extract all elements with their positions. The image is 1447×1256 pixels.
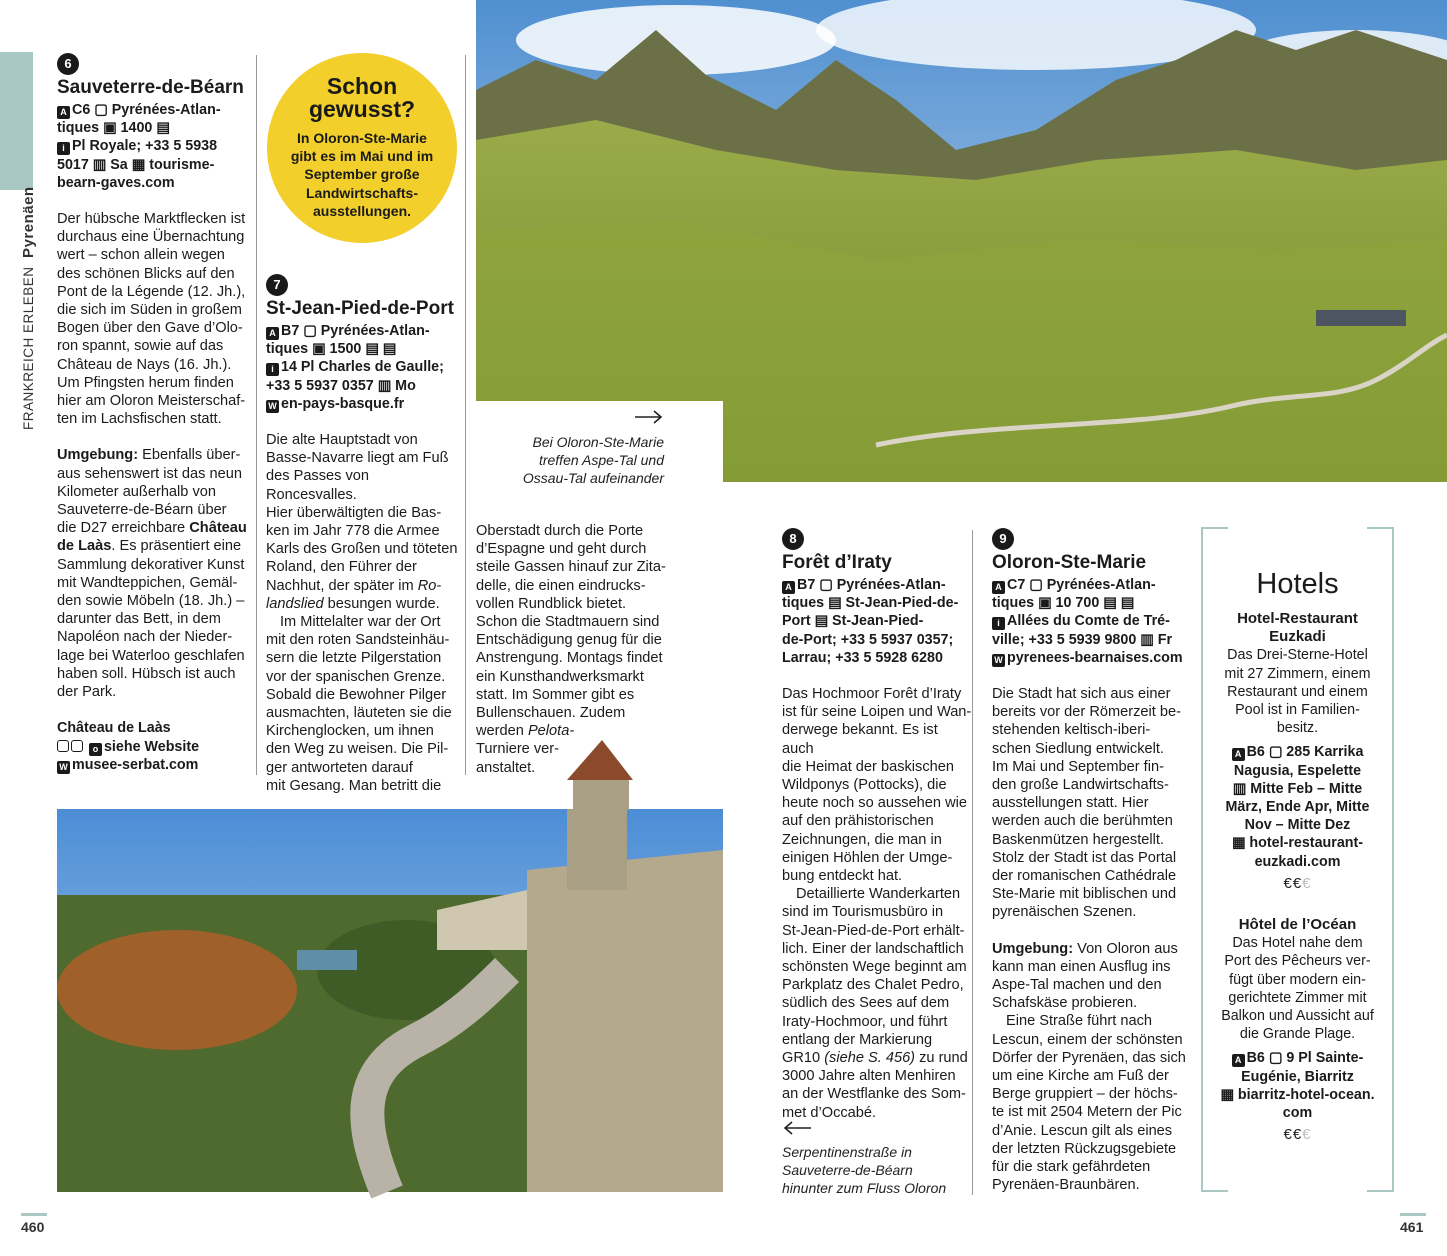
column-rule <box>972 530 973 1195</box>
entry-info: A B7 ▢ Pyrénées-Atlan- tiques ▣ 1500 ▤ ▤ i 14 Pl Charles de Gaulle; +33 5 5937 0357 ▥ Mo W en-pays-basque.fr <box>266 323 444 412</box>
entry-number: 6 <box>57 53 79 75</box>
region-label: Pyrenäen <box>20 186 37 258</box>
map-icon: A <box>782 581 795 594</box>
entry-oloron <box>992 528 1190 1198</box>
clock-icon: o <box>89 743 102 756</box>
web-icon: W <box>992 654 1005 667</box>
page-number-right: 461 <box>1400 1219 1424 1235</box>
entry-number: 9 <box>992 528 1014 550</box>
entry-number: 8 <box>782 528 804 550</box>
entry-info: A B7 ▢ Pyrénées-Atlan- tiques ▤ St-Jean-Pied-de- Port ▤ St-Jean-Pied- de-Port; +33 5 5937 0357; Larrau; +33 5 5928 6280 <box>782 577 959 666</box>
box-corner <box>1367 1190 1392 1192</box>
caption-line: Ossau-Tal aufeinander <box>522 470 664 486</box>
caption-top <box>476 433 664 487</box>
page-number-left: 460 <box>21 1219 45 1235</box>
hotel-item: Hotel-Restaurant Euzkadi Das Drei-Sterne-Hotel mit 27 Zimmern, einem Restaurant und einem Pool ist in Familien- besitz. A B6 ▢ 285 Karrika Nagusia, Espelette ▥ Mitte Feb – Mitte März, Ende Apr, Mitte Nov – Mitte Dez ▦ hotel-restaurant- euzkadi.com €€€ <box>1203 610 1392 893</box>
hotels-box <box>1201 527 1394 1192</box>
column-rule <box>256 55 257 775</box>
entry-body: Der hübsche Marktflecken ist durchaus eine Übernachtung wert – schon allein wegen des schönen Blicks auf den Pont de la Légende (12. Jh.), die sich im Süden in großem Bogen über den Gave d’Olo- ron spannt, sowie auf das Château de Nays (16. Jh.). Um Pfingsten herum finden hier am Oloron Meisterschaf- ten im Lachsfischen statt. <box>57 211 246 428</box>
entry-number: 7 <box>266 274 288 296</box>
accessibility-icon <box>71 740 83 752</box>
entry-sauveterre <box>57 53 252 783</box>
price-rating: €€€ <box>1283 1126 1312 1144</box>
caption-line: Serpentinenstraße in <box>782 1144 912 1160</box>
web-icon: W <box>266 400 279 413</box>
caption-line: hinunter zum Fluss Oloron <box>782 1180 947 1196</box>
badge-text: In Oloron-Ste-Marie gibt es im Mai und im September große Landwirtschafts- ausstellungen. <box>290 130 434 219</box>
page-number-bar <box>21 1213 47 1216</box>
hotels-heading: Hotels <box>1256 568 1339 600</box>
box-corner <box>1367 527 1392 529</box>
info-icon: i <box>266 363 279 376</box>
info-icon: i <box>57 142 70 155</box>
map-icon: A <box>1232 1054 1245 1067</box>
entry-st-jean <box>266 274 462 794</box>
box-corner <box>1203 527 1228 529</box>
chapter-tab <box>0 52 33 190</box>
entry-body: Die Stadt hat sich aus einer bereits vor der Römerzeit be- stehenden keltisch-iberi- schen Siedlung entwickelt. Im Mai und September fin- den große Landwirtschafts- ausstellungen statt. Hier werden auch die berühmten Baskenmützen hergestellt. Stolz der Stadt ist das Portal der romanischen Cathédrale Ste-Marie mit biblischen und pyrenäischen Szenen. <box>992 686 1181 921</box>
arrow-left-icon <box>782 1120 812 1136</box>
arrow-right-icon <box>634 409 664 425</box>
map-icon: A <box>992 581 1005 594</box>
badge-heading: Schon <box>326 73 398 99</box>
entry-title: St-Jean-Pied-de-Port <box>266 298 454 319</box>
entry-body: Das Hochmoor Forêt d’Iraty ist für seine Loipen und Wan- derwege bekannt. Es ist auch die Heimat der baskischen Wildponys (Pottocks), die heute noch so aussehen wie auf den prähistorischen Zeichnungen, die man in einigen Höhlen der Umge- bung entdeckt hat. Detaillierte Wanderkarten sind im Tourismusbüro in St-Jean-Pied-de-Port erhält- lich. Einer der landschaftlich schönsten Wege beginnt am Parkplatz des Chalet Pedro, südlich des Sees auf dem Iraty-Hochmoor, und führt entlang der Markierung GR10 (siehe S. 456) zu rund 3000 Jahre alten Menhiren an der Westflanke des Som- met d’Occabé. <box>782 686 972 1121</box>
info-icon: i <box>992 617 1005 630</box>
caption-line: Bei Oloron-Ste-Marie <box>532 434 664 450</box>
caption-line: treffen Aspe-Tal und <box>538 452 664 468</box>
entry-body: Die alte Hauptstadt von Basse-Navarre liegt am Fuß des Passes von Roncesvalles. Hier überwältigten die Bas- ken im Jahr 778 die Armee Karls des Großen und töteten Roland, den Führer der Nachhut, der später im Ro- landslied besungen wurde. Im Mittelalter war der Ort mit den roten Sandsteinhäu- sern die letzte Pilgerstation vor der spanischen Grenze. Sobald die Bewohner Pilger ausmachten, läuteten sie die Kirchenglocken, um ihnen den Weg zu weisen. Die Pil- ger antworteten darauf mit Gesang. Man betritt die <box>266 432 458 794</box>
entry-info: A C6 ▢ Pyrénées-Atlan- tiques ▣ 1400 ▤ i Pl Royale; +33 5 5938 5017 ▥ Sa ▦ tourisme- bearn-gaves.com <box>57 102 221 191</box>
entry-surroundings: Umgebung: Von Oloron aus kann man einen Ausflug ins Aspe-Tal machen und den Schafskäse probieren. Eine Straße führt nach Lescun, einem der schönsten Dörfer der Pyrenäen, das sich um eine Kirche am Fuß der Berge gruppiert – der höchs- te ist mit 2504 Metern der Pic d’Anie. Lescun gilt als eines der letzten Rückzugsgebiete für die stark gefährdeten Pyrenäen-Braunbären. <box>992 940 1186 1194</box>
entry-info: A C7 ▢ Pyrénées-Atlan- tiques ▣ 10 700 ▤ ▤ i Allées du Comte de Tré- ville; +33 5 5939 9800 ▥ Fr W pyrenees-bearnaises.com <box>992 577 1183 666</box>
map-icon: A <box>1232 748 1245 761</box>
entry-title: Oloron-Ste-Marie <box>992 552 1147 573</box>
entry-st-jean-continued: Oberstadt durch die Porte d’Espagne und geht durch steile Gassen hinauf zur Zita- delle, die einen eindrucks- vollen Rundblick bietet. Schon die Stadtmauern sind Entschädigung genug für die Anstrengung. Montags findet ein Kunsthandwerksmarkt statt. Im Sommer gibt es Bullenschauen. Zudem werden Pelota- Turniere ver- anstaltet. <box>476 523 666 776</box>
price-rating: €€€ <box>1283 874 1312 892</box>
chateau-laas: Château de Laàs o siehe Website W musee-serbat.com <box>57 719 252 774</box>
badge-heading: gewusst? <box>308 96 416 122</box>
caption-bottom <box>782 1143 972 1197</box>
sub-title: Château de Laàs <box>57 720 171 737</box>
entry-surroundings: Umgebung: Ebenfalls über- aus sehenswert ist das neun Kilometer außerhalb von Sauveterre-de-Béarn über die D27 erreichbare Château de Laàs. Es präsentiert eine Sammlung dekorativer Kunst mit Wandteppichen, Gemäl- den sowie Möbeln (18. Jh.) – darunter das Bett, in dem Napoléon nach der Nieder- lage bei Waterloo geschlafen haben soll. Hübsch ist auch der Park. <box>57 447 247 701</box>
caption-line: Sauveterre-de-Béarn <box>782 1162 913 1178</box>
chapter-vertical-label <box>20 186 38 430</box>
column-rule <box>465 55 466 775</box>
accessibility-icon <box>57 740 69 752</box>
entry-foret-iraty <box>782 528 972 1121</box>
entry-title: Forêt d’Iraty <box>782 552 892 573</box>
did-you-know-badge <box>267 53 457 243</box>
map-icon: A <box>266 327 279 340</box>
map-icon: A <box>57 106 70 119</box>
entry-title: Sauveterre-de-Béarn <box>57 77 244 98</box>
box-corner <box>1203 1190 1228 1192</box>
page-number-bar <box>1400 1213 1426 1216</box>
chapter-label: FRANKREICH ERLEBEN <box>21 266 36 430</box>
caption-box-top <box>476 401 723 491</box>
web-icon: W <box>57 761 70 774</box>
hotel-item: Hôtel de l’Océan Das Hotel nahe dem Port des Pêcheurs ver- fügt über modern ein- gerichtete Zimmer mit Balkon und Aussicht auf die Grande Plage. A B6 ▢ 9 Pl Sainte- Eugénie, Biarritz ▦ biarritz-hotel-ocean. com €€€ <box>1203 916 1392 1144</box>
